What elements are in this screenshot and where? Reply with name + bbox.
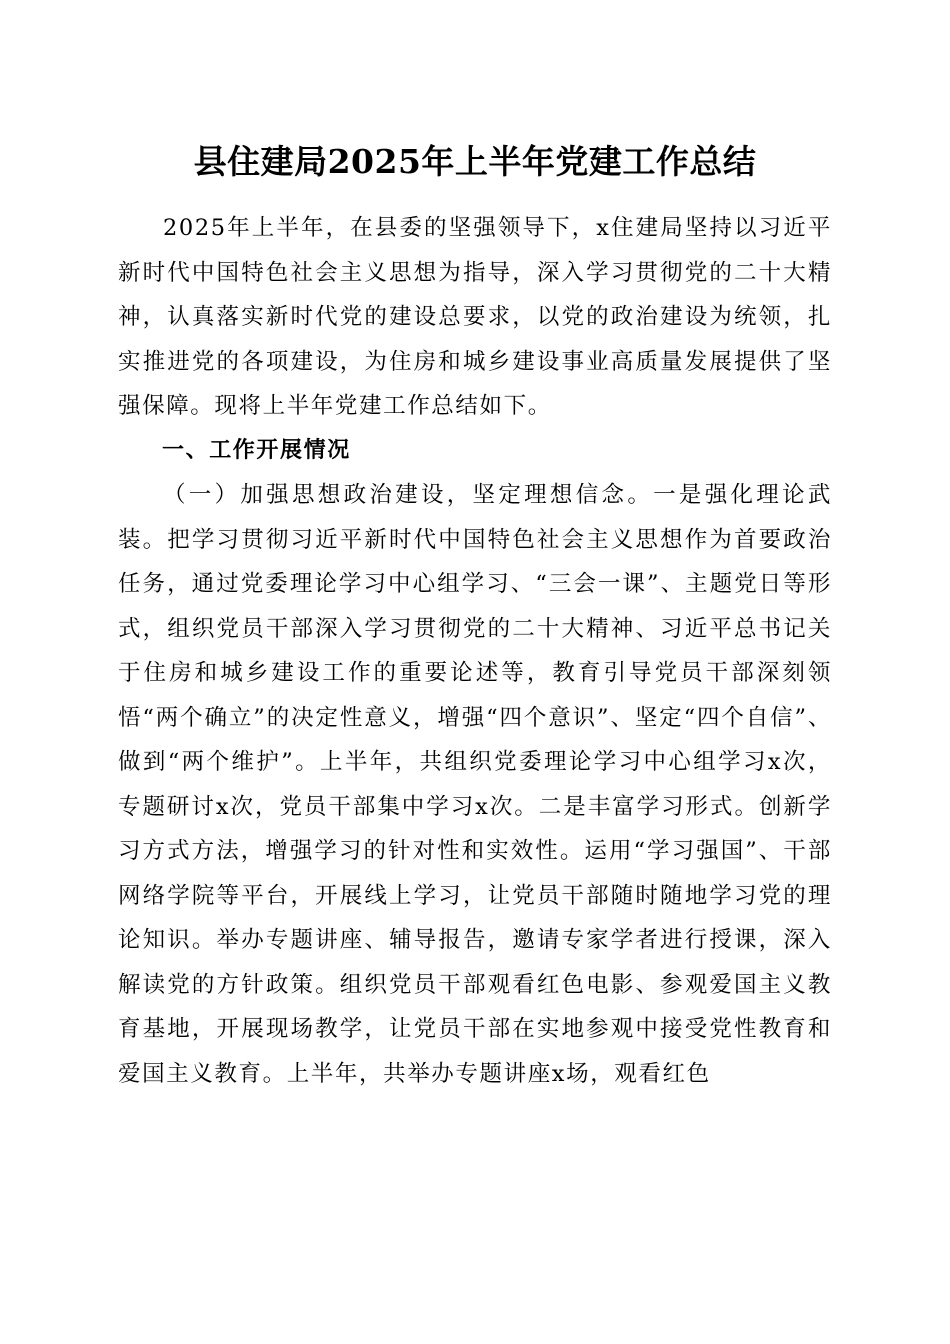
section-paragraph: （一）加强思想政治建设，坚定理想信念。一是强化理论武装。把学习贯彻习近平新时代中国特色社会主义思想作为首要政治任务，通过党委理论学习中心组学习、“三会一课”、主题党日等形式，组织党员干部深入学习贯彻党的二十大精神、习近平总书记关于住房和城乡建设工作的重要论述等，教育引导党员干部深刻领悟“两个确立”的决定性意义，增强“四个意识”、坚定“四个自信”、做到“两个维护”。上半年，共组织党委理论学习中心组学习x次，专题研讨x次，党员干部集中学习x次。二是丰富学习形式。创新学习方式方法，增强学习的针对性和实效性。运用“学习强国”、干部网络学院等平台，开展线上学习，让党员干部随时随地学习党的理论知识。举办专题讲座、辅导报告，邀请专家学者进行授课，深入解读党的方针政策。组织党员干部观看红色电影、参观爱国主义教育基地，开展现场教学，让党员干部在实地参观中接受党性教育和爱国主义教育。上半年，共举办专题讲座x场，观看红色 [118,482,832,1087]
document-title: 县住建局2025年上半年党建工作总结 [193,142,757,181]
intro-paragraph: 2025年上半年，在县委的坚强领导下，x住建局坚持以习近平新时代中国特色社会主义思想为指导，深入学习贯彻党的二十大精神，认真落实新时代党的建设总要求，以党的政治建设为统领，扎实推进党的各项建设，为住房和城乡建设事业高质量发展提供了坚强保障。现将上半年党建工作总结如下。 [118,215,832,419]
document-body [118,206,832,1096]
section-heading: 一、工作开展情况 [162,437,351,463]
